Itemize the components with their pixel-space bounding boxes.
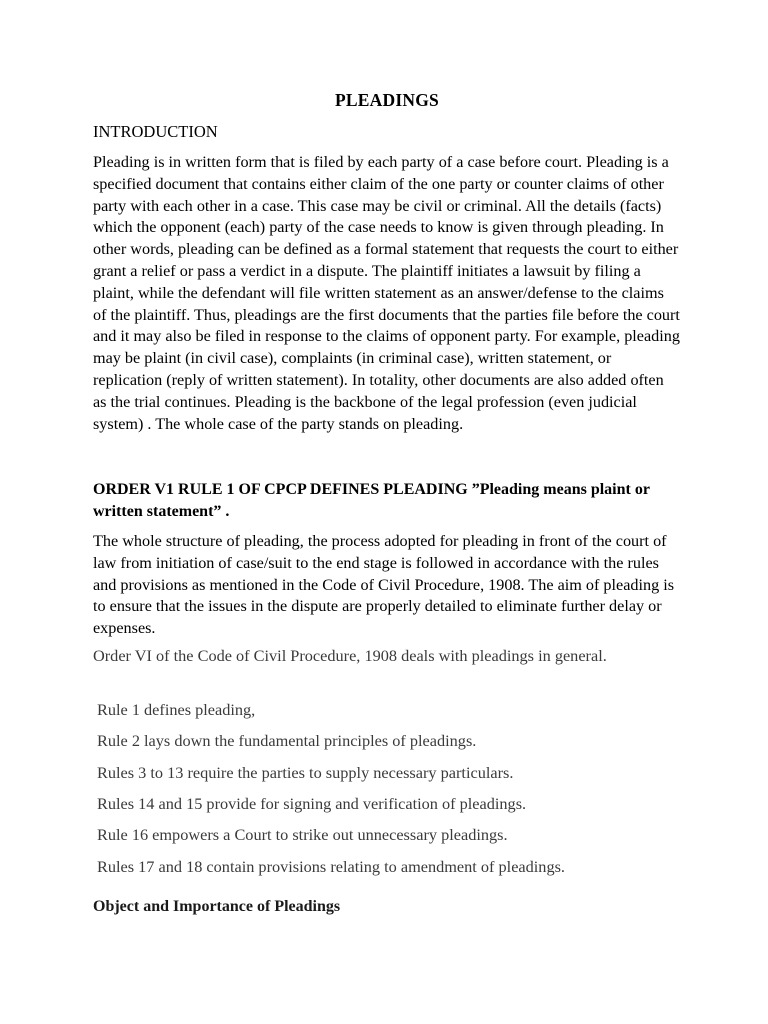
page-title: PLEADINGS — [335, 90, 439, 110]
rule-item: Rules 3 to 13 require the parties to supply necessary particulars. — [97, 763, 514, 782]
order-vi-paragraph: Order VI of the Code of Civil Procedure, 1908 deals with pleadings in general. — [93, 646, 607, 665]
introduction-paragraph: Pleading is in written form that is filed by each party of a case before court. Pleading is a specified document that contains either claim of the one party or counter claims of other party with each other in a case. This case may be civil or criminal. All the details (facts) which the opponent (each) party of the case needs to know is given through pleading. In other words, pleading can be defined as a formal statement that requests the court to either grant a relief or pass a verdict in a dispute. The plaintiff initiates a lawsuit by filing a plaint, while the defendant will file written statement as an answer/defense to the claims of the plaintiff. Thus, pleadings are the first documents that the parties file before the court and it may also be filed in response to the claims of opponent party. For example, pleading may be plaint (in civil case), complaints (in criminal case), written statement, or replication (reply of written statement). In totality, other documents are also added often as the trial continues. Pleading is the backbone of the legal profession (even judicial system) . The whole case of the party stands on pleading. — [93, 153, 680, 433]
rule-item: Rules 17 and 18 contain provisions relating to amendment of pleadings. — [97, 857, 565, 876]
rule-item: Rule 2 lays down the fundamental principles of pleadings. — [97, 731, 477, 750]
rule-item: Rule 1 defines pleading, — [97, 700, 256, 719]
order-rule-heading: ORDER V1 RULE 1 OF CPCP DEFINES PLEADING ”Pleading means plaint or written statement” . — [93, 481, 650, 520]
rule-item: Rules 14 and 15 provide for signing and verification of pleadings. — [97, 794, 527, 813]
structure-paragraph: The whole structure of pleading, the process adopted for pleading in front of the court of law from initiation of case/suit to the end stage is followed in accordance with the rules and provisions as mentioned in the Code of Civil Procedure, 1908. The aim of pleading is to ensure that the issues in the dispute are properly detailed to eliminate further delay or expenses. — [93, 532, 675, 638]
introduction-heading: INTRODUCTION — [93, 122, 218, 141]
rule-item: Rule 16 empowers a Court to strike out unnecessary pleadings. — [97, 825, 508, 844]
object-importance-heading: Object and Importance of Pleadings — [93, 898, 341, 915]
